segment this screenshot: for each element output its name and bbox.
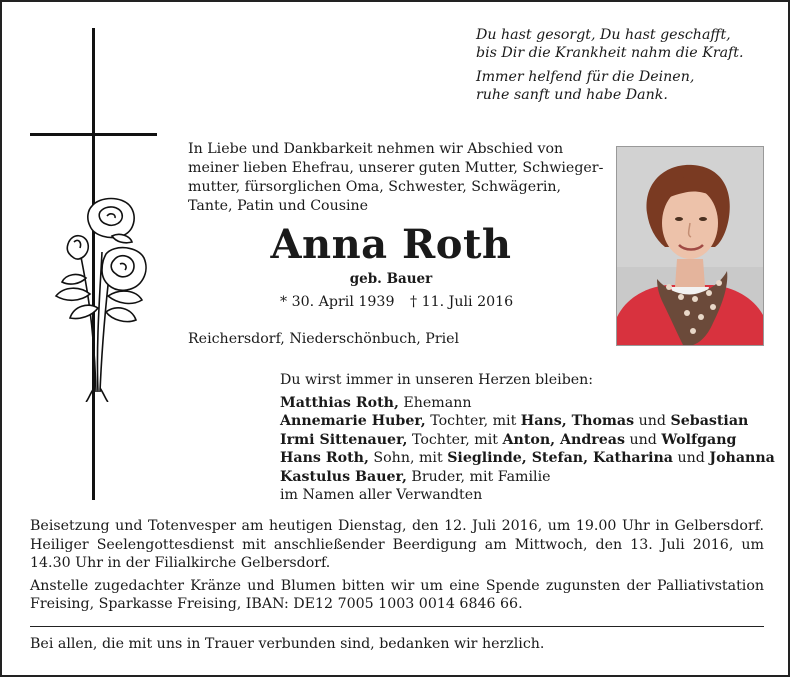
mourner-row <box>280 412 765 431</box>
deceased-name: Anna Roth <box>270 221 512 268</box>
divider <box>30 626 764 627</box>
motto-line: ruhe sanft und habe Dank. <box>476 87 668 103</box>
mourner-row <box>280 394 765 413</box>
portrait-image <box>617 147 763 345</box>
mourner-relation: und <box>672 450 710 466</box>
mourner-relation: Tochter, mit <box>407 431 503 448</box>
mourner-name: Kastulus Bauer, <box>280 468 407 485</box>
mourners-header: Du wirst immer in unseren Herzen bleiben: <box>280 372 594 388</box>
funeral-info: Beisetzung und Totenvesper am heutigen Dienstag, den 12. Juli 2016, um 19.00 Uhr in Gelbersdorf. Heiliger Seelengottesdienst mit anschließender Beerdigung am Mittwoch, den 13. Juli 2016, um 14.30 Uhr in der Filialkirche Gelbersdorf. <box>30 518 764 571</box>
mourner-list <box>280 394 775 505</box>
motto-line: Immer helfend für die Deinen, <box>476 69 695 85</box>
residence-places: Reichersdorf, Niederschönbuch, Priel <box>188 331 460 347</box>
footer-notes <box>30 517 764 618</box>
intro-line: meiner lieben Ehefrau, unserer guten Mutter, Schwieger- <box>188 160 604 176</box>
mourners-block <box>280 371 775 505</box>
mourner-relation: im Namen aller Verwandten <box>280 487 483 503</box>
death-date: † 11. Juli 2016 <box>410 294 514 310</box>
mourner-name: Anton, Andreas <box>502 431 625 448</box>
mourner-relation: und <box>634 413 671 429</box>
mourner-name: Matthias Roth, <box>280 394 399 411</box>
portrait-photo <box>616 146 764 346</box>
intro-line: mutter, fürsorglichen Oma, Schwester, Schwägerin, <box>188 179 562 195</box>
intro-line: Tante, Patin und Cousine <box>188 198 369 214</box>
mourner-row <box>280 431 765 450</box>
intro-line: In Liebe und Dankbarkeit nehmen wir Abschied von <box>188 141 564 157</box>
rose-bouquet-icon <box>50 192 155 402</box>
motto-line: bis Dir die Krankheit nahm die Kraft. <box>476 45 744 61</box>
mourner-row <box>280 486 765 505</box>
mourner-name: Hans, Thomas <box>520 413 635 429</box>
mourner-relation: Bruder, mit Familie <box>406 468 551 485</box>
mourner-row <box>280 449 775 468</box>
mourner-name: Sieglinde, Stefan, Katharina <box>447 450 673 466</box>
mourner-row <box>280 468 765 487</box>
mourner-name: Wolfgang <box>661 431 737 448</box>
thanks-line: Bei allen, die mit uns in Trauer verbunden sind, bedanken wir herzlich. <box>30 636 545 652</box>
intro-text <box>188 140 604 216</box>
mourner-relation: Ehemann <box>398 394 472 411</box>
mourner-name: Annemarie Huber, <box>280 413 426 429</box>
mourner-name: Johanna <box>709 450 775 466</box>
motto-poem <box>476 26 776 104</box>
birth-date: * 30. April 1939 <box>280 294 395 310</box>
birth-name: geb. Bauer <box>349 271 433 287</box>
mourner-relation: und <box>624 431 662 448</box>
mourner-name: Hans Roth, <box>280 450 369 466</box>
mourner-relation: Tochter, mit <box>425 413 521 429</box>
cross-icon-bar <box>30 133 157 136</box>
mourner-name: Irmi Sittenauer, <box>280 431 408 448</box>
mourner-name: Sebastian <box>670 413 749 429</box>
mourner-relation: Sohn, mit <box>368 450 448 466</box>
motto-line: Du hast gesorgt, Du hast geschafft, <box>476 27 731 43</box>
donation-info: Anstelle zugedachter Kränze und Blumen bitten wir um eine Spende zugunsten der Palliativstation Freising, Sparkasse Freising, IBAN: DE12 7005 1003 0014 6846 66. <box>30 577 764 612</box>
